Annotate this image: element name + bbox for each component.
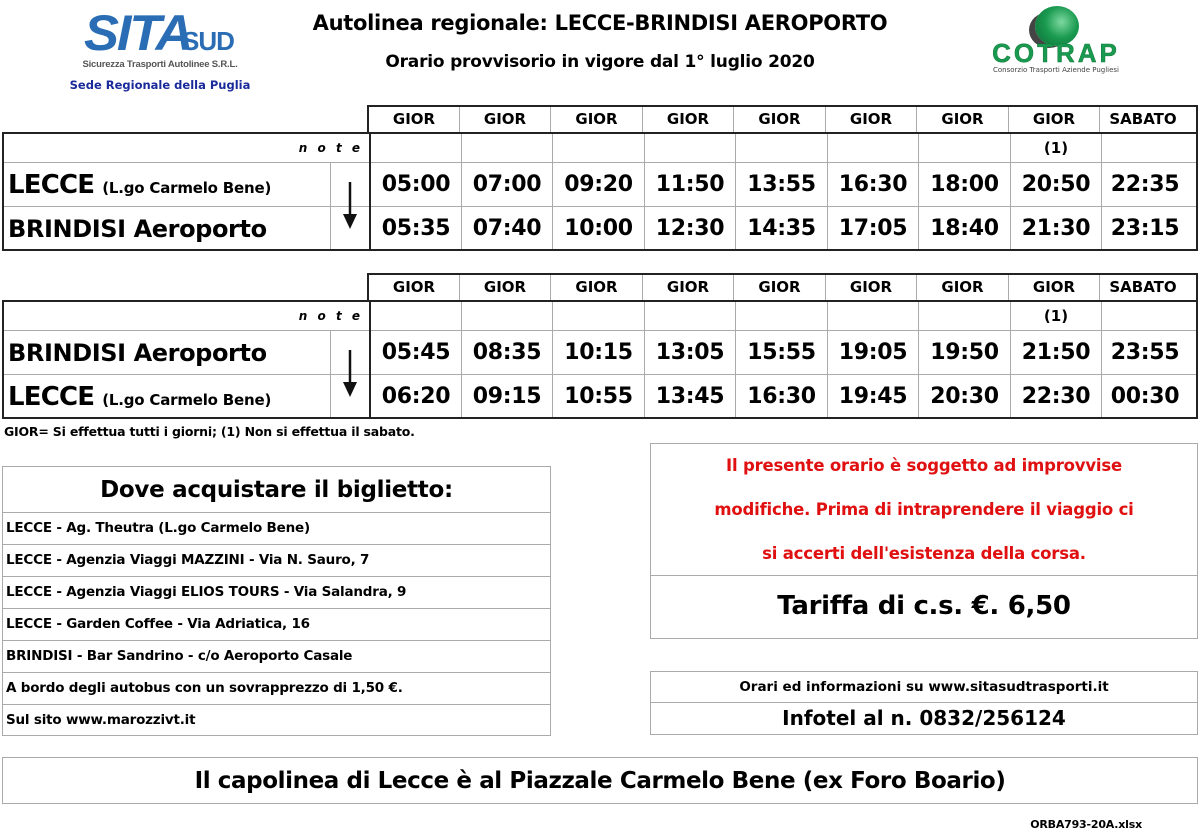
note-label: n o t e (298, 309, 363, 323)
arrival-time: 18:40 (930, 216, 999, 241)
ticket-outlet: LECCE - Ag. Theutra (L.go Carmelo Bene) (3, 513, 550, 545)
departure-time: 05:45 (381, 340, 451, 365)
file-name: ORBA793-20A.xlsx (1030, 818, 1142, 831)
departure-time: 05:00 (381, 172, 451, 197)
timetable-column (1011, 302, 1102, 417)
terminus-note: Il capolinea di Lecce è al Piazzale Carmelo Bene (ex Foro Boario) (2, 757, 1198, 804)
info-website: Orari ed informazioni su www.sitasudtrasporti.it (651, 672, 1197, 703)
ticket-outlet: LECCE - Agenzia Viaggi ELIOS TOURS - Via Salandra, 9 (3, 577, 550, 609)
timetable-column (736, 302, 828, 417)
timetable-column (828, 134, 919, 249)
timetable-legend: GIOR= Si effettua tutti i giorni; (1) Non si effettua il sabato. (4, 424, 415, 439)
stop-name: BRINDISI Aeroporto (8, 215, 267, 243)
timetable-column (645, 302, 736, 417)
day-type-header: GIOR (460, 275, 551, 300)
timetable-body (2, 300, 1198, 419)
day-type-header: GIOR (643, 107, 734, 132)
timetable-column (1102, 134, 1188, 249)
departure-time: 19:05 (838, 340, 908, 365)
departure-time: 07:00 (472, 172, 542, 197)
arrival-time: 16:30 (747, 384, 816, 409)
timetable-body (2, 132, 1198, 251)
day-type-header: GIOR (551, 107, 643, 132)
arrival-time: 13:45 (655, 384, 725, 409)
departure-time: 22:35 (1110, 172, 1180, 197)
ticket-outlet: LECCE - Garden Coffee - Via Adriatica, 16 (3, 609, 550, 641)
day-type-header: GIOR (643, 275, 734, 300)
departure-time: 16:30 (838, 172, 908, 197)
day-type-header: GIOR (917, 107, 1009, 132)
timetable-column (553, 302, 645, 417)
arrival-time: 10:55 (564, 384, 633, 409)
info-box (650, 671, 1198, 735)
arrival-time: 14:35 (747, 216, 816, 241)
day-type-header: GIOR (1009, 107, 1100, 132)
timetable-column (371, 134, 462, 249)
day-type-header: GIOR (460, 107, 551, 132)
ticket-sales-box (2, 466, 551, 736)
timetable-column (645, 134, 736, 249)
arrival-time: 17:05 (838, 216, 908, 241)
departure-time: 11:50 (655, 172, 725, 197)
sita-logo-suffix: SUD (182, 26, 234, 56)
departure-time: 20:50 (1021, 172, 1091, 197)
timetable-column (462, 302, 553, 417)
day-type-header: GIOR (826, 275, 917, 300)
departure-time: 18:00 (930, 172, 999, 197)
timetable-column (919, 302, 1011, 417)
timetable-column (919, 134, 1011, 249)
stop-name: BRINDISI Aeroporto (8, 339, 267, 367)
day-type-header: GIOR (734, 275, 826, 300)
arrival-time: 20:30 (930, 384, 999, 409)
sita-region: Sede Regionale della Puglia (69, 78, 251, 92)
timetable-column (462, 134, 553, 249)
stop-name: LECCE (L.go Carmelo Bene) (8, 382, 272, 412)
departure-time: 21:50 (1021, 340, 1091, 365)
departure-time: 09:20 (564, 172, 633, 197)
timetable-column (1102, 302, 1188, 417)
arrival-time: 22:30 (1021, 384, 1091, 409)
day-type-header: GIOR (369, 275, 460, 300)
arrival-time: 06:20 (381, 384, 451, 409)
arrival-time: 09:15 (472, 384, 542, 409)
schedule-warning: Il presente orario è soggetto ad improvvise modifiche. Prima di intraprendere il viaggio ci si accerti dell'esistenza della corsa. (651, 444, 1197, 576)
timetable-column (736, 134, 828, 249)
note-marker: (1) (1043, 307, 1069, 325)
day-type-header: GIOR (734, 107, 826, 132)
day-type-header: SABATO (1109, 278, 1177, 296)
page-title: Autolinea regionale: LECCE-BRINDISI AEROPORTO (312, 11, 888, 35)
arrow-down-icon (331, 331, 369, 417)
arrival-time: 00:30 (1110, 384, 1180, 409)
day-type-header: GIOR (826, 107, 917, 132)
arrival-time: 23:15 (1110, 216, 1180, 241)
info-phone: Infotel al n. 0832/256124 (782, 706, 1066, 730)
sita-logo-brand: SITA (84, 5, 192, 61)
arrival-time: 05:35 (381, 216, 451, 241)
day-type-header: GIOR (917, 275, 1009, 300)
fare-label: Tariffa di c.s. €. 6,50 (777, 591, 1071, 621)
arrow-down-icon (331, 163, 369, 249)
departure-time: 08:35 (472, 340, 542, 365)
timetable-header (367, 273, 1198, 302)
arrival-time: 19:45 (838, 384, 908, 409)
timetable-column (371, 302, 462, 417)
cotrap-logo-brand: COTRAP (992, 38, 1120, 68)
arrival-time: 07:40 (472, 216, 542, 241)
departure-time: 15:55 (747, 340, 816, 365)
ticket-outlet: BRINDISI - Bar Sandrino - c/o Aeroporto Casale (3, 641, 550, 673)
ticket-sales-title: Dove acquistare il biglietto: (3, 467, 550, 513)
arrival-time: 12:30 (655, 216, 725, 241)
page-subtitle: Orario provvisorio in vigore dal 1° luglio 2020 (385, 52, 815, 72)
day-type-header: GIOR (369, 107, 460, 132)
arrival-time: 10:00 (564, 216, 633, 241)
timetable-column (828, 302, 919, 417)
note-marker: (1) (1043, 139, 1069, 157)
departure-time: 10:15 (564, 340, 633, 365)
departure-time: 23:55 (1110, 340, 1180, 365)
timetable-header (367, 105, 1198, 134)
ticket-onboard-note: A bordo degli autobus con un sovrapprezzo di 1,50 €. (3, 673, 550, 705)
departure-time: 13:55 (747, 172, 816, 197)
note-label: n o t e (298, 141, 363, 155)
day-type-header: SABATO (1109, 110, 1177, 128)
sita-sud-logo (60, 2, 260, 94)
cotrap-logo (955, 2, 1155, 82)
arrival-time: 21:30 (1021, 216, 1091, 241)
stop-name: LECCE (L.go Carmelo Bene) (8, 170, 272, 200)
notice-box (650, 443, 1198, 639)
departure-time: 13:05 (655, 340, 725, 365)
departure-time: 19:50 (930, 340, 999, 365)
sita-logo-subtitle: Sicurezza Trasporti Autolinee S.R.L. (82, 59, 238, 70)
ticket-website: Sul sito www.marozzivt.it (6, 712, 196, 728)
timetable-column (553, 134, 645, 249)
day-type-header: GIOR (1009, 275, 1100, 300)
timetable-column (1011, 134, 1102, 249)
day-type-header: GIOR (551, 275, 643, 300)
cotrap-logo-tagline: Consorzio Trasporti Aziende Pugliesi (992, 66, 1119, 74)
ticket-outlet: LECCE - Agenzia Viaggi MAZZINI - Via N. Sauro, 7 (3, 545, 550, 577)
